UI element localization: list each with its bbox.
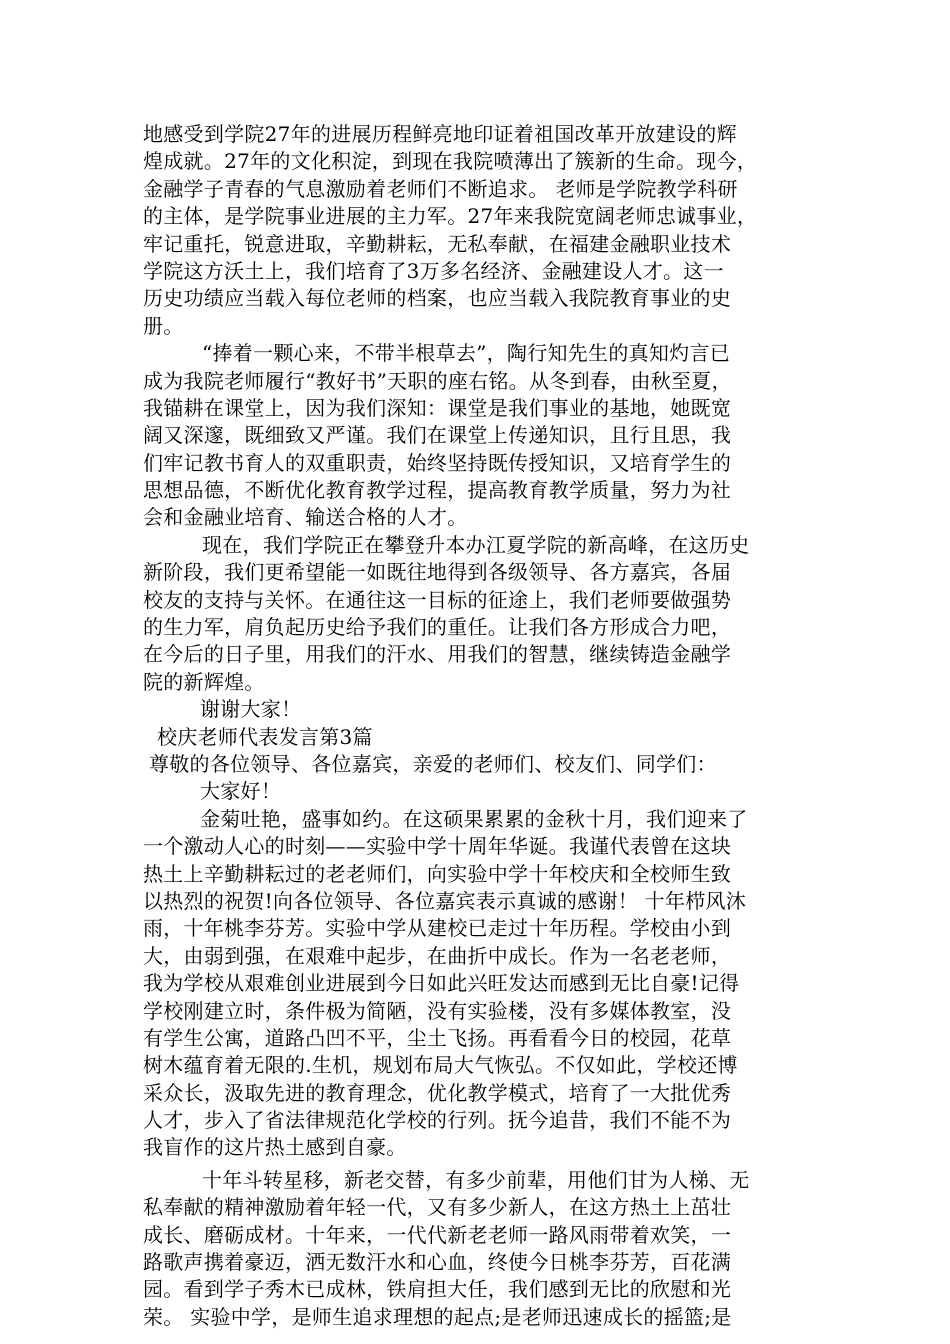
text-line: 以热烈的祝贺!向各位领导、各位嘉宾表示真诚的感谢！ 十年栉风沐 [143, 888, 747, 913]
document-page [143, 121, 823, 1331]
text-line: 煌成就。27年的文化积淀，到现在我院喷薄出了簇新的生命。现今， [143, 149, 758, 174]
text-line: 私奉献的精神激励着年轻一代，又有多少新人，在这方热土上茁壮 [143, 1195, 732, 1220]
text-line: 的主体，是学院事业进展的主力军。27年来我院宽阔老师忠诚事业， [143, 204, 758, 229]
text-line: 十年斗转星移，新老交替，有多少前辈，用他们甘为人梯、无 [202, 1167, 750, 1192]
text-line: 金菊吐艳，盛事如约。在这硕果累累的金秋十月，我们迎来了 [200, 806, 748, 831]
paragraph-4 [143, 806, 823, 1162]
salutation-line: 尊敬的各位领导、各位嘉宾，亲爱的老师们、校友们、同学们： [149, 751, 717, 776]
paragraph-5 [143, 1167, 823, 1331]
text-line: 现在，我们学院正在攀登升本办江夏学院的新高峰，在这历史 [202, 532, 750, 557]
text-line: 校友的支持与关怀。在通往这一目标的征途上，我们老师要做强势 [143, 587, 732, 612]
paragraph-1 [143, 121, 823, 340]
text-line: 历史功绩应当载入每位老师的档案，也应当载入我院教育事业的史 [143, 286, 732, 311]
section-title: 校庆老师代表发言第3篇 [157, 724, 373, 749]
text-line: 金融学子青春的气息激励着老师们不断追求。 老师是学院教学科研 [143, 176, 738, 201]
text-line: 一个激动人心的时刻——实验中学十周年华诞。我谨代表曾在这块 [143, 834, 732, 859]
text-line: 们牢记教书育人的双重职责，始终坚持既传授知识，又培育学生的 [143, 450, 732, 475]
text-line: 园。看到学子秀木已成林，铁肩担大任，我们感到无比的欣慰和光 [143, 1277, 732, 1302]
text-line: 册。 [143, 313, 184, 338]
text-line: 思想品德，不断优化教育教学过程，提高教育教学质量，努力为社 [143, 478, 732, 503]
text-line: 的生力军，肩负起历史给予我们的重任。让我们各方形成合力吧， [143, 615, 732, 640]
text-line: 大，由弱到强，在艰难中起步，在曲折中成长。作为一名老老师， [143, 943, 732, 968]
text-line: 新阶段，我们更希望能一如既往地得到各级领导、各方嘉宾，各届 [143, 560, 732, 585]
text-line: 阔又深邃，既细致又严谨。我们在课堂上传递知识，且行且思，我 [143, 423, 732, 448]
text-line: 学院这方沃土上，我们培育了3万多名经济、金融建设人才。这一 [143, 258, 724, 283]
text-line: “捧着一颗心来，不带半根草去”，陶行知先生的真知灼言已 [202, 341, 731, 366]
text-line: 院的新辉煌。 [143, 669, 265, 694]
text-line: 成长、磨砺成材。十年来，一代代新老老师一路风雨带着欢笑，一 [143, 1222, 732, 1247]
text-line: 牢记重托，锐意进取，辛勤耕耘，无私奉献，在福建金融职业技术 [143, 231, 732, 256]
text-line: 树木蕴育着无限的.生机，规划布局大气恢弘。不仅如此，学校还博 [143, 1053, 738, 1078]
text-line: 成为我院老师履行“教好书”天职的座右铭。从冬到春，由秋至夏， [143, 368, 732, 393]
text-line: 采众长，汲取先进的教育理念，优化教学模式，培育了一大批优秀 [143, 1080, 732, 1105]
text-line: 我锚耕在课堂上，因为我们深知：课堂是我们事业的基地，她既宽 [143, 395, 732, 420]
text-line: 有学生公寓，道路凸凹不平，尘土飞扬。再看看今日的校园，花草 [143, 1025, 732, 1050]
text-line: 在今后的日子里，用我们的汗水、用我们的智慧，继续铸造金融学 [143, 642, 732, 667]
text-line: 雨，十年桃李芬芳。实验中学从建校已走过十年历程。学校由小到 [143, 916, 732, 941]
paragraph-3 [143, 532, 823, 696]
hello-line: 大家好！ [200, 779, 282, 804]
thanks-line: 谢谢大家！ [200, 697, 302, 722]
text-line: 人才，步入了省法律规范化学校的行列。抚今追昔，我们不能不为 [143, 1108, 732, 1133]
paragraph-2 [143, 340, 823, 532]
text-line: 学校刚建立时，条件极为简陋，没有实验楼，没有多媒体教室，没 [143, 998, 732, 1023]
text-line: 地感受到学院27年的进展历程鲜亮地印证着祖国改革开放建设的辉 [143, 122, 737, 146]
text-line: 我为学校从艰难创业进展到今日如此兴旺发达而感到无比自豪!记得 [143, 971, 740, 996]
text-line: 会和金融业培育、输送合格的人才。 [143, 505, 468, 530]
text-line: 我盲作的这片热土感到自豪。 [143, 1135, 407, 1160]
text-line: 热土上辛勤耕耘过的老老师们，向实验中学十年校庆和全校师生致 [143, 861, 732, 886]
text-line: 路歌声携着豪迈，洒无数汗水和心血，终使今日桃李芬芳，百花满 [143, 1250, 732, 1275]
text-line: 荣。 实验中学，是师生追求理想的起点;是老师迅速成长的摇篮;是 [143, 1304, 732, 1329]
